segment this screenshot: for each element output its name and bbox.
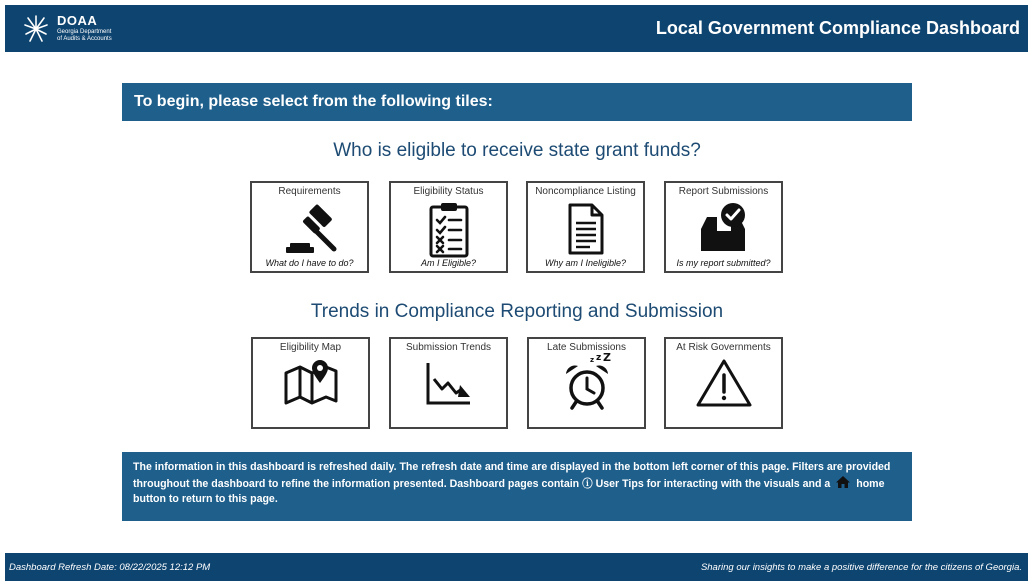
info-text-end: home button to return to this page. — [133, 478, 885, 505]
tile-label: Noncompliance Listing — [535, 186, 636, 197]
tile-report-submissions[interactable] — [664, 181, 783, 273]
map-pin-icon — [282, 359, 340, 405]
tile-label: Report Submissions — [678, 186, 769, 197]
header-bar — [5, 5, 1028, 52]
tile-subtitle: Is my report submitted? — [676, 258, 771, 268]
gavel-icon — [280, 201, 340, 257]
tile-noncompliance-listing[interactable] — [526, 181, 645, 273]
checklist-icon — [427, 201, 471, 259]
doaa-logo-icon — [23, 14, 49, 44]
refresh-date — [9, 562, 210, 573]
tile-label: Eligibility Status — [413, 186, 484, 197]
tile-subtitle: Why am I Ineligible? — [544, 258, 627, 268]
svg-text:z: z — [589, 356, 594, 364]
tile-label: At Risk Governments — [676, 342, 771, 353]
tile-at-risk-governments[interactable] — [664, 337, 783, 429]
logo-subtitle-line1: Georgia Department — [57, 29, 112, 35]
tile-submission-trends[interactable] — [389, 337, 508, 429]
tile-label: Requirements — [278, 186, 341, 197]
page-title: Local Government Compliance Dashboard — [655, 18, 1020, 38]
logo-abbreviation: DOAA — [57, 13, 98, 28]
section-title-eligibility: Who is eligible to receive state grant funds? — [333, 140, 701, 161]
refresh-value: 08/22/2025 12:12 PM — [119, 561, 211, 573]
tile-label: Late Submissions — [547, 342, 626, 353]
tile-subtitle: Am I Eligible? — [420, 258, 477, 268]
footer-tagline: Sharing our insights to make a positive difference for the citizens of Georgia. — [700, 561, 1022, 573]
refresh-label: Dashboard Refresh Date: — [9, 561, 117, 573]
tile-late-submissions[interactable] — [527, 337, 646, 429]
tile-label: Submission Trends — [405, 342, 492, 353]
instructions-banner: To begin, please select from the following tiles: — [122, 83, 912, 121]
info-banner — [122, 452, 912, 521]
tile-eligibility-map[interactable] — [251, 337, 370, 429]
footer-bar — [5, 553, 1028, 581]
info-text: The information in this dashboard is refreshed daily. The refresh date and time are displayed in the bottom left corner of this page. Filters are provided throughout the dashboard to refine the information presented. Dashboard pages contain ⓘ User Tips for interacting with the visuals and a — [133, 461, 891, 490]
alarm-clock-icon — [560, 352, 614, 412]
inbox-check-icon — [695, 201, 753, 257]
trend-down-icon — [424, 359, 474, 407]
doaa-logo — [23, 14, 112, 44]
tile-label: Eligibility Map — [279, 342, 342, 353]
svg-text:Z: Z — [602, 352, 611, 364]
tile-requirements[interactable] — [250, 181, 369, 273]
home-icon — [835, 475, 851, 489]
section-title-trends: Trends in Compliance Reporting and Submission — [310, 301, 724, 322]
tile-eligibility-status[interactable] — [389, 181, 508, 273]
logo-subtitle-line2: of Audits & Accounts — [57, 36, 112, 42]
document-icon — [566, 201, 606, 257]
svg-text:z: z — [595, 353, 601, 363]
tile-subtitle: What do I have to do? — [265, 258, 354, 268]
warning-icon — [695, 357, 753, 409]
